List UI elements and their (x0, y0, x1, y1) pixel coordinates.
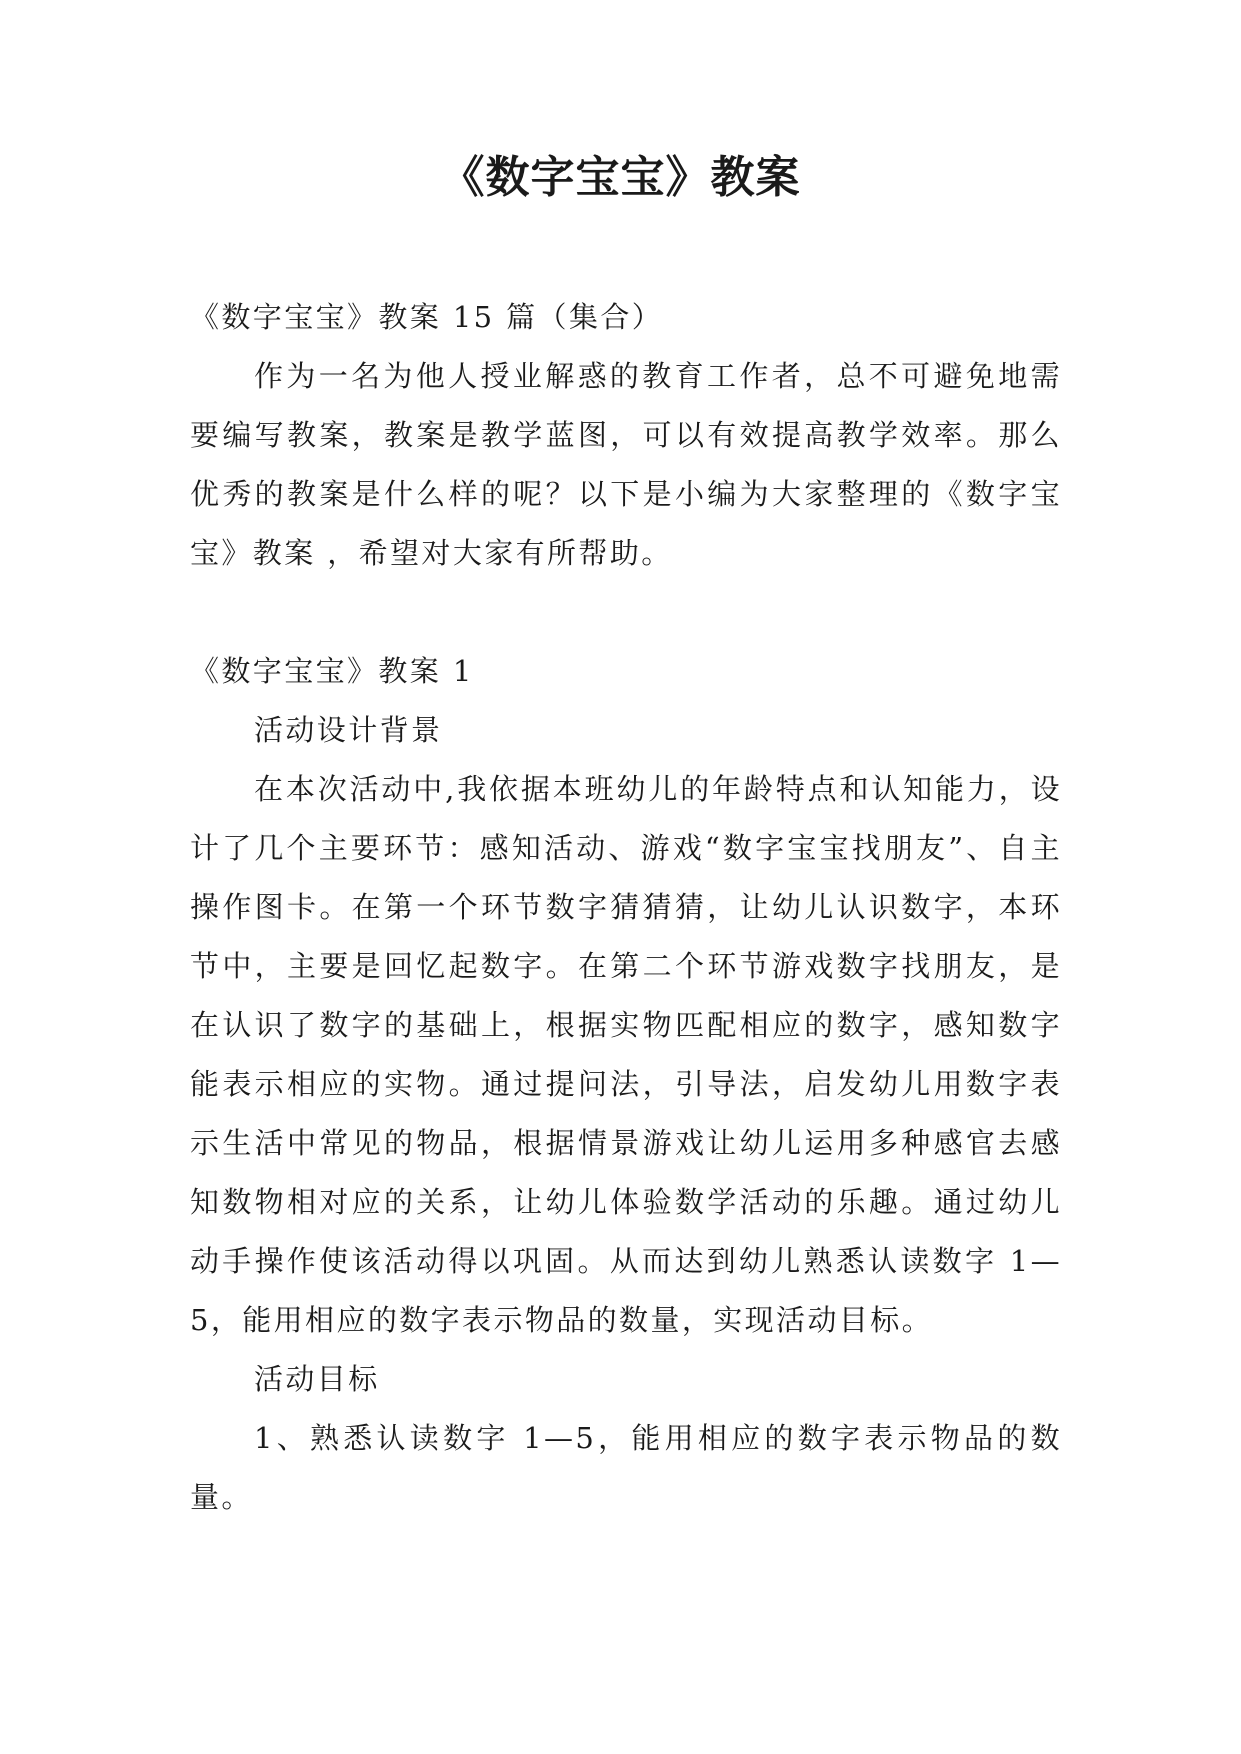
document-title: 《数字宝宝》教案 (440, 152, 801, 203)
goal-item: 1、熟悉认读数字 1—5，能用相应的数字表示物品的数量。 (190, 1421, 1062, 1514)
intro-paragraph: 作为一名为他人授业解惑的教育工作者，总不可避免地需要编写教案，教案是教学蓝图，可以有效提高教学效率。那么优秀的教案是什么样的呢？以下是小编为大家整理的《数字宝宝》教案 ，希望对大家有所帮助。 (190, 359, 1062, 570)
background-paragraph: 在本次活动中,我依据本班幼儿的年龄特点和认知能力，设计了几个主要环节：感知活动、游戏“数字宝宝找朋友”、自主操作图卡。在第一个环节数字猜猜猜，让幼儿认识数字，本环节中，主要是回忆起数字。在第二个环节游戏数字找朋友，是在认识了数字的基础上，根据实物匹配相应的数字，感知数字能表示相应的实物。通过提问法，引导法，启发幼儿用数字表示生活中常见的物品，根据情景游戏让幼儿运用多种感官去感知数物相对应的关系，让幼儿体验数学活动的乐趣。通过幼儿动手操作使该活动得以巩固。从而达到幼儿熟悉认读数字 1—5，能用相应的数字表示物品的数量，实现活动目标。 (190, 772, 1062, 1337)
goals-heading: 活动目标 (254, 1362, 380, 1396)
document-subtitle: 《数字宝宝》教案 15 篇（集合） (190, 300, 664, 334)
section-spacer (190, 583, 1062, 642)
section-heading: 《数字宝宝》教案 1 (190, 654, 474, 688)
document-body (190, 288, 1062, 1527)
background-heading: 活动设计背景 (254, 713, 443, 747)
